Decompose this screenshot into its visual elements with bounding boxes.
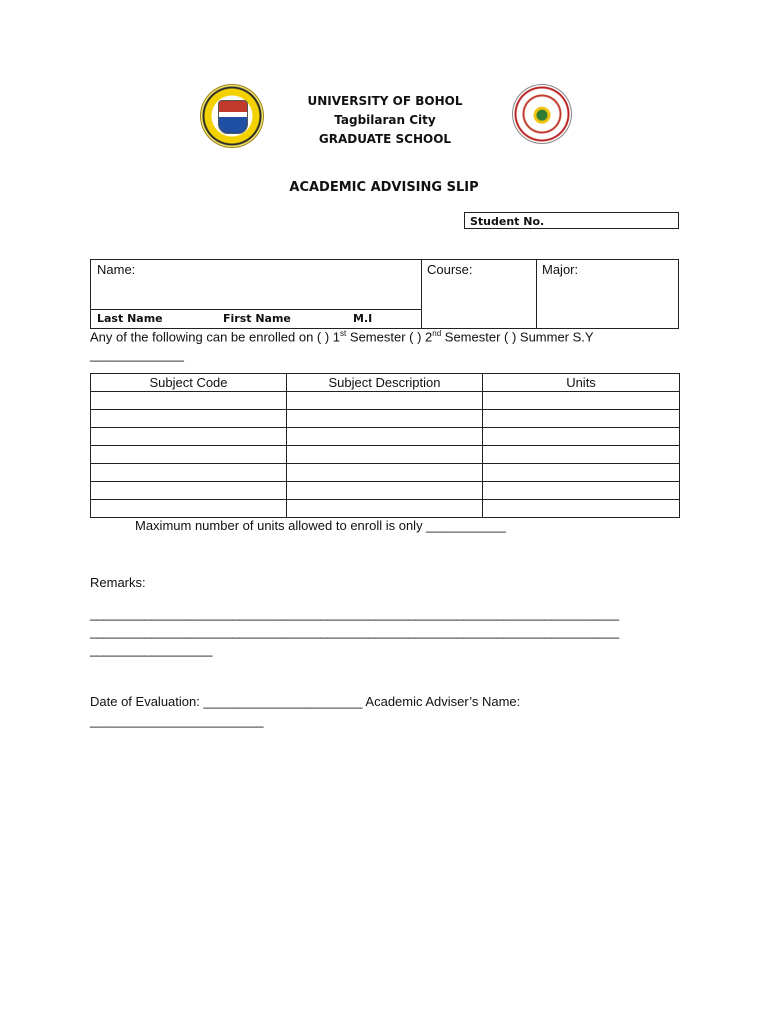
subject-description-cell[interactable] — [287, 446, 483, 464]
adviser-name-blank[interactable]: ________________________ — [90, 713, 264, 728]
major-cell[interactable] — [537, 260, 677, 328]
table-row — [91, 446, 680, 464]
subject-code-cell[interactable] — [91, 446, 287, 464]
table-row — [91, 428, 680, 446]
subject-code-cell[interactable] — [91, 500, 287, 518]
subject-code-cell[interactable] — [91, 482, 287, 500]
remarks-line-1[interactable]: ______________________________________________________________________________ — [90, 606, 619, 621]
student-number-field[interactable]: Student No. — [464, 212, 679, 229]
last-name-label: Last Name — [97, 312, 163, 325]
table-row — [91, 464, 680, 482]
university-name: UNIVERSITY OF BOHOL — [307, 94, 463, 108]
subject-description-cell[interactable] — [287, 500, 483, 518]
subject-code-cell[interactable] — [91, 410, 287, 428]
research-seal-icon — [512, 84, 572, 144]
date-of-evaluation-line[interactable]: Date of Evaluation: ______________________ Academic Adviser’s Name: — [90, 694, 521, 709]
table-row — [91, 410, 680, 428]
units-cell[interactable] — [483, 482, 680, 500]
course-cell[interactable] — [421, 260, 537, 328]
subject-code-cell[interactable] — [91, 392, 287, 410]
subject-description-cell[interactable] — [287, 428, 483, 446]
column-header-units: Units — [483, 374, 680, 392]
remarks-line-3[interactable]: __________________ — [90, 642, 213, 657]
subject-code-cell[interactable] — [91, 464, 287, 482]
name-label: Name: — [97, 262, 136, 277]
units-cell[interactable] — [483, 500, 680, 518]
city-name: Tagbilaran City — [334, 113, 436, 127]
name-cell[interactable] — [91, 260, 422, 328]
school-name: GRADUATE SCHOOL — [318, 132, 452, 146]
max-units-line[interactable]: Maximum number of units allowed to enroll is only ___________ — [135, 518, 506, 533]
units-cell[interactable] — [483, 446, 680, 464]
document-title: ACADEMIC ADVISING SLIP — [289, 180, 479, 195]
table-row — [91, 482, 680, 500]
school-year-blank[interactable]: _____________ — [90, 347, 184, 362]
major-label: Major: — [542, 262, 579, 277]
subject-description-cell[interactable] — [287, 392, 483, 410]
first-name-label: First Name — [223, 312, 291, 325]
remarks-line-2[interactable]: ______________________________________________________________________________ — [90, 624, 619, 639]
units-cell[interactable] — [483, 392, 680, 410]
table-row — [91, 500, 680, 518]
subject-description-cell[interactable] — [287, 464, 483, 482]
column-header-subject-description: Subject Description — [287, 374, 483, 392]
table-row — [91, 392, 680, 410]
name-divider — [91, 309, 421, 310]
remarks-label: Remarks: — [90, 575, 146, 590]
subject-description-cell[interactable] — [287, 410, 483, 428]
subject-code-cell[interactable] — [91, 428, 287, 446]
units-cell[interactable] — [483, 428, 680, 446]
units-cell[interactable] — [483, 410, 680, 428]
course-label: Course: — [427, 262, 473, 277]
subject-description-cell[interactable] — [287, 482, 483, 500]
column-header-subject-code: Subject Code — [91, 374, 287, 392]
middle-initial-label: M.I — [353, 312, 373, 325]
units-cell[interactable] — [483, 464, 680, 482]
enrollment-semester-line: Any of the following can be enrolled on ( ) 1st Semester ( ) 2nd Semester ( ) Summer S.Y — [90, 329, 594, 345]
subject-table — [90, 373, 680, 518]
student-info-box — [90, 259, 679, 329]
